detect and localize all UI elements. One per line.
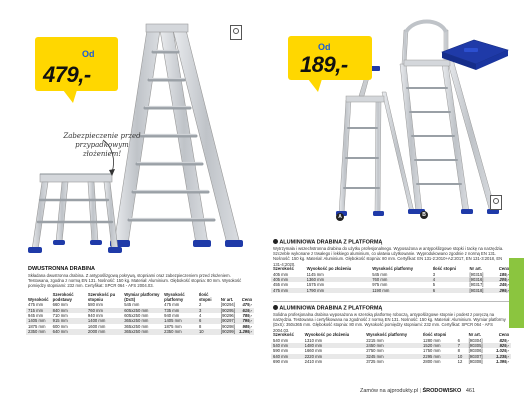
table-header: Wysokość xyxy=(28,296,49,302)
table-cell: 1145 mm xyxy=(306,271,324,277)
table-cell: 735 mm xyxy=(162,308,197,313)
table-cell: 3 xyxy=(432,271,436,277)
table-header: Ilość stopni xyxy=(432,266,456,271)
table-header: Ilość stopni xyxy=(423,332,447,337)
table-header: Cena xyxy=(498,266,509,271)
table-cell: 10 xyxy=(197,329,219,334)
table-cell: [90305] xyxy=(467,343,490,348)
certificate-icon xyxy=(490,195,502,210)
table-cell: 2800 mm xyxy=(423,359,441,365)
table-cell: 540 mm xyxy=(273,337,289,343)
table-cell: 3245 mm xyxy=(364,354,421,359)
price-cell: 209,- xyxy=(492,277,511,282)
product-title-b xyxy=(273,305,382,312)
price-cell: 189,- xyxy=(499,271,509,277)
price-value: 189,- xyxy=(300,52,348,77)
table-cell: [90294] xyxy=(220,302,235,308)
product-title-a xyxy=(273,239,382,246)
table-cell: 6 xyxy=(197,318,219,323)
table-cell: 2295 mm xyxy=(421,354,456,359)
table-cell: [90316] xyxy=(468,277,492,282)
table-cell: 365x250 mm xyxy=(122,318,162,323)
table-cell: 690 mm xyxy=(273,359,289,365)
table-cell: 1750 mm xyxy=(423,348,441,354)
table-cell: 760 mm xyxy=(370,277,431,282)
price-cell: 1.029,- xyxy=(495,348,509,354)
product-description-a: Wytrzymała i wszechstronna drabina do użytku profesjonalnego. Wyposażona w antypoślizgowe stopki i tackę na narzędzia. Szczeble wykonane z trwałego i lekkiego aluminium, co ułatwia użytkowanie. Wyprodukowano zgodnie z normą EN 131. Nośność: 150 kg. Materiał: Aluminium. Głębokość stopnia: 80 mm. Certyfikat: EN 131-2:2010+A2:2017, EN 131-3:2018, EN 131-4:2020. xyxy=(273,246,504,267)
table-cell: 3 xyxy=(197,308,219,313)
table-cell: 2750 mm xyxy=(366,348,384,354)
table-header: Wysokość platformy xyxy=(372,266,414,271)
table-cell: [90299] xyxy=(220,329,235,335)
price-cell: 989,- xyxy=(242,323,252,329)
table-cell: 1310 mm xyxy=(304,337,323,343)
table-header: Wysokość platformy xyxy=(366,332,408,337)
table-cell: 365x250 mm xyxy=(122,329,162,334)
table-cell: 1360 mm xyxy=(305,277,371,282)
table-header: Ilość stopni xyxy=(198,292,212,302)
table-cell: 1875 mm xyxy=(28,323,46,329)
table-cell: 710 mm xyxy=(52,313,68,318)
table-row xyxy=(271,288,511,293)
price-cell: 829,- xyxy=(499,337,509,343)
page-number: 461 xyxy=(465,388,476,394)
table-cell: 6 xyxy=(457,337,460,343)
table-header: Wysokość po złożeniu xyxy=(304,332,350,337)
table-header: Wysokość platformy xyxy=(164,292,185,302)
price-value: 479,- xyxy=(43,62,91,87)
table-header: Szerokość podstawy xyxy=(52,292,74,302)
handwritten-note: Zabezpieczenie przed przypadkowym złożeniem! xyxy=(63,132,141,158)
table-cell: 605x250 mm xyxy=(122,308,162,313)
table-cell: 660 mm xyxy=(52,302,68,308)
table-cell: 760 mm xyxy=(86,308,122,313)
table-cell: 455 mm xyxy=(273,282,289,288)
footer-url[interactable]: Zamów na ajprodukty.pl xyxy=(360,388,418,394)
table-cell: 405 mm xyxy=(273,271,289,277)
table-cell: 600 mm xyxy=(52,323,68,329)
table-row xyxy=(26,329,254,334)
table-cell: 840 mm xyxy=(51,308,86,313)
price-cell: 799,- xyxy=(237,318,254,323)
table-cell: 1400 mm xyxy=(86,318,122,323)
platform-ladders-illustration xyxy=(264,0,524,230)
table-cell: 2410 mm xyxy=(304,359,323,365)
product-title-left: DWUSTRONNA DRABINA xyxy=(28,266,96,272)
table-cell: 1875 mm xyxy=(164,323,182,329)
table-cell: 1405 mm xyxy=(162,318,197,323)
table-cell: 3725 mm xyxy=(366,359,384,365)
marker-a: A xyxy=(336,213,344,221)
table-cell: 4 xyxy=(431,277,468,282)
table-header: Wysokość po złożeniu xyxy=(306,266,352,271)
table-cell: 2215 mm xyxy=(366,337,384,343)
section-b-title: ALUMINIOWA DRABINA Z PLATFORMĄ xyxy=(279,305,383,312)
table-header: Nr art. xyxy=(220,296,234,302)
table-cell: [90308] xyxy=(468,359,483,365)
table-cell: 365x250 mm xyxy=(124,323,149,329)
table-cell: 8 xyxy=(198,323,202,329)
price-tag-right xyxy=(288,36,372,80)
table-cell: 940 mm xyxy=(164,313,180,318)
marker-a-bullet xyxy=(273,239,278,244)
spec-table-b xyxy=(271,333,511,365)
divider xyxy=(273,301,509,302)
table-cell: 2350 mm xyxy=(26,329,51,334)
table-header: Szerokość xyxy=(273,332,294,337)
table-cell: [90296] xyxy=(220,313,235,318)
table-cell: 475 mm xyxy=(28,302,44,308)
table-cell: 1600 mm xyxy=(87,323,106,329)
table-cell: [90307] xyxy=(467,354,490,359)
table-cell: [90297] xyxy=(220,318,235,324)
marker-b-bullet xyxy=(273,305,278,310)
chapter-tab xyxy=(509,258,524,328)
table-cell: 4 xyxy=(198,313,202,318)
table-cell: 1520 mm xyxy=(421,343,456,348)
page-footer: Zamów na ajprodukty.pl | ŚRODOWISKO 461 xyxy=(360,388,476,394)
table-cell: 2 xyxy=(198,302,202,308)
marker-b: B xyxy=(420,211,428,219)
price-cell: 929,- xyxy=(489,343,511,348)
table-cell: 10 xyxy=(456,354,467,359)
price-cell: 479,- xyxy=(242,302,252,308)
table-cell: 2350 mm xyxy=(162,329,197,334)
table-cell: 2220 mm xyxy=(303,354,365,359)
price-from-label: Od xyxy=(318,42,331,52)
table-row xyxy=(271,359,511,364)
table-cell: 640 mm xyxy=(271,354,303,359)
table-cell: 1480 mm xyxy=(303,343,365,348)
spec-table-left xyxy=(26,293,254,335)
certificate-icon xyxy=(230,25,242,40)
price-cell: 1.239,- xyxy=(489,354,511,359)
table-cell: 6 xyxy=(431,288,468,293)
table-cell: 640 mm xyxy=(51,329,86,334)
table-cell: 915 mm xyxy=(51,318,86,323)
footer-section: ŚRODOWISKO xyxy=(422,388,462,394)
price-cell: 249,- xyxy=(499,282,509,288)
table-cell: 1280 mm xyxy=(423,337,441,343)
section-a-title: ALUMINIOWA DRABINA Z PLATFORMĄ xyxy=(279,239,383,246)
price-tag-left xyxy=(35,37,118,91)
table-cell: [90306] xyxy=(468,348,483,354)
price-cell: 1.399,- xyxy=(495,359,509,365)
table-header: Wymiar platformy (DxS) xyxy=(124,292,160,302)
table-header: Cena xyxy=(498,332,509,337)
table-cell: 2000 mm xyxy=(86,329,122,334)
table-cell: [90304] xyxy=(468,337,483,343)
table-cell: 540 mm xyxy=(271,343,303,348)
product-description-left: Składana dwustronna drabina. Z antypoślizgową pokrywą, stopniami oraz zabezpieczeniem przed złożeniem. Testowana, zgodna z normą EN 131. Nośność: 150 kg. Materiał: Aluminium. Głębokość stopnia: 80 mm. Wysokość pomiędzy stopniami: 232 mm. Certyfikat: SPCR 064 - AFS 2004.03. xyxy=(28,273,242,289)
table-cell: 580 mm xyxy=(87,302,104,308)
table-cell: 1405 mm xyxy=(26,318,51,323)
table-cell: [90295] xyxy=(220,307,235,313)
table-header: Nr art. xyxy=(468,332,481,337)
table-cell: 7 xyxy=(456,343,467,348)
table-cell: 475 mm xyxy=(271,288,305,293)
table-cell: 1190 mm xyxy=(370,288,431,293)
table-cell: 590 mm xyxy=(273,348,289,354)
table-cell: [90298] xyxy=(220,323,235,329)
table-cell: 545 mm xyxy=(372,271,388,277)
price-cell: 619,- xyxy=(237,308,254,313)
spec-table-a xyxy=(271,267,511,293)
table-cell: 940 mm xyxy=(87,313,104,318)
table-cell: 945 mm xyxy=(28,313,44,318)
table-cell: 1575 mm xyxy=(306,282,325,288)
table-header: Cena xyxy=(241,296,252,302)
table-cell: 1790 mm xyxy=(305,288,371,293)
table-cell: 975 mm xyxy=(372,282,388,288)
table-header: Szerokość pu stopniu xyxy=(87,292,116,302)
price-cell: 1.299,- xyxy=(237,329,254,334)
table-cell: 8 xyxy=(457,348,460,354)
table-header: Szerokość xyxy=(273,266,294,271)
product-description-b: Solidna profesjonalna drabina wyposażona w szeroką platformę roboczą, antypoślizgowe stopnie i podest z poręczą na narzędzia. Testowana i certyfikowana na zgodność z normą EN 131. Nośność: 150 kg. Materiał: Aluminium. Wymiar platformy (DxS): 350x365 mm. Głębokość stopnia: 80 mm. Wysokość pomiędzy stopniami: 232 mm. Certyfikat: SPCR 064 - AFS 2004.03. xyxy=(273,312,506,333)
table-cell: 405 mm xyxy=(271,277,305,282)
price-cell: 789,- xyxy=(242,313,252,318)
table-cell: 715 mm xyxy=(26,308,51,313)
price-cell: 299,- xyxy=(492,288,511,293)
table-cell: [90315] xyxy=(469,271,484,277)
table-cell: 12 xyxy=(457,359,463,365)
table-cell: 545 mm xyxy=(124,302,140,308)
table-cell: 605x250 mm xyxy=(124,313,149,318)
table-cell: 475 mm xyxy=(164,302,180,308)
price-from-label: Od xyxy=(82,49,95,59)
table-header: Nr art. xyxy=(469,266,482,271)
table-cell: [90317] xyxy=(469,282,484,288)
table-cell: 2450 mm xyxy=(364,343,421,348)
table-cell: 5 xyxy=(432,282,436,288)
table-cell: [90318] xyxy=(468,288,492,293)
table-cell: 1660 mm xyxy=(304,348,323,354)
